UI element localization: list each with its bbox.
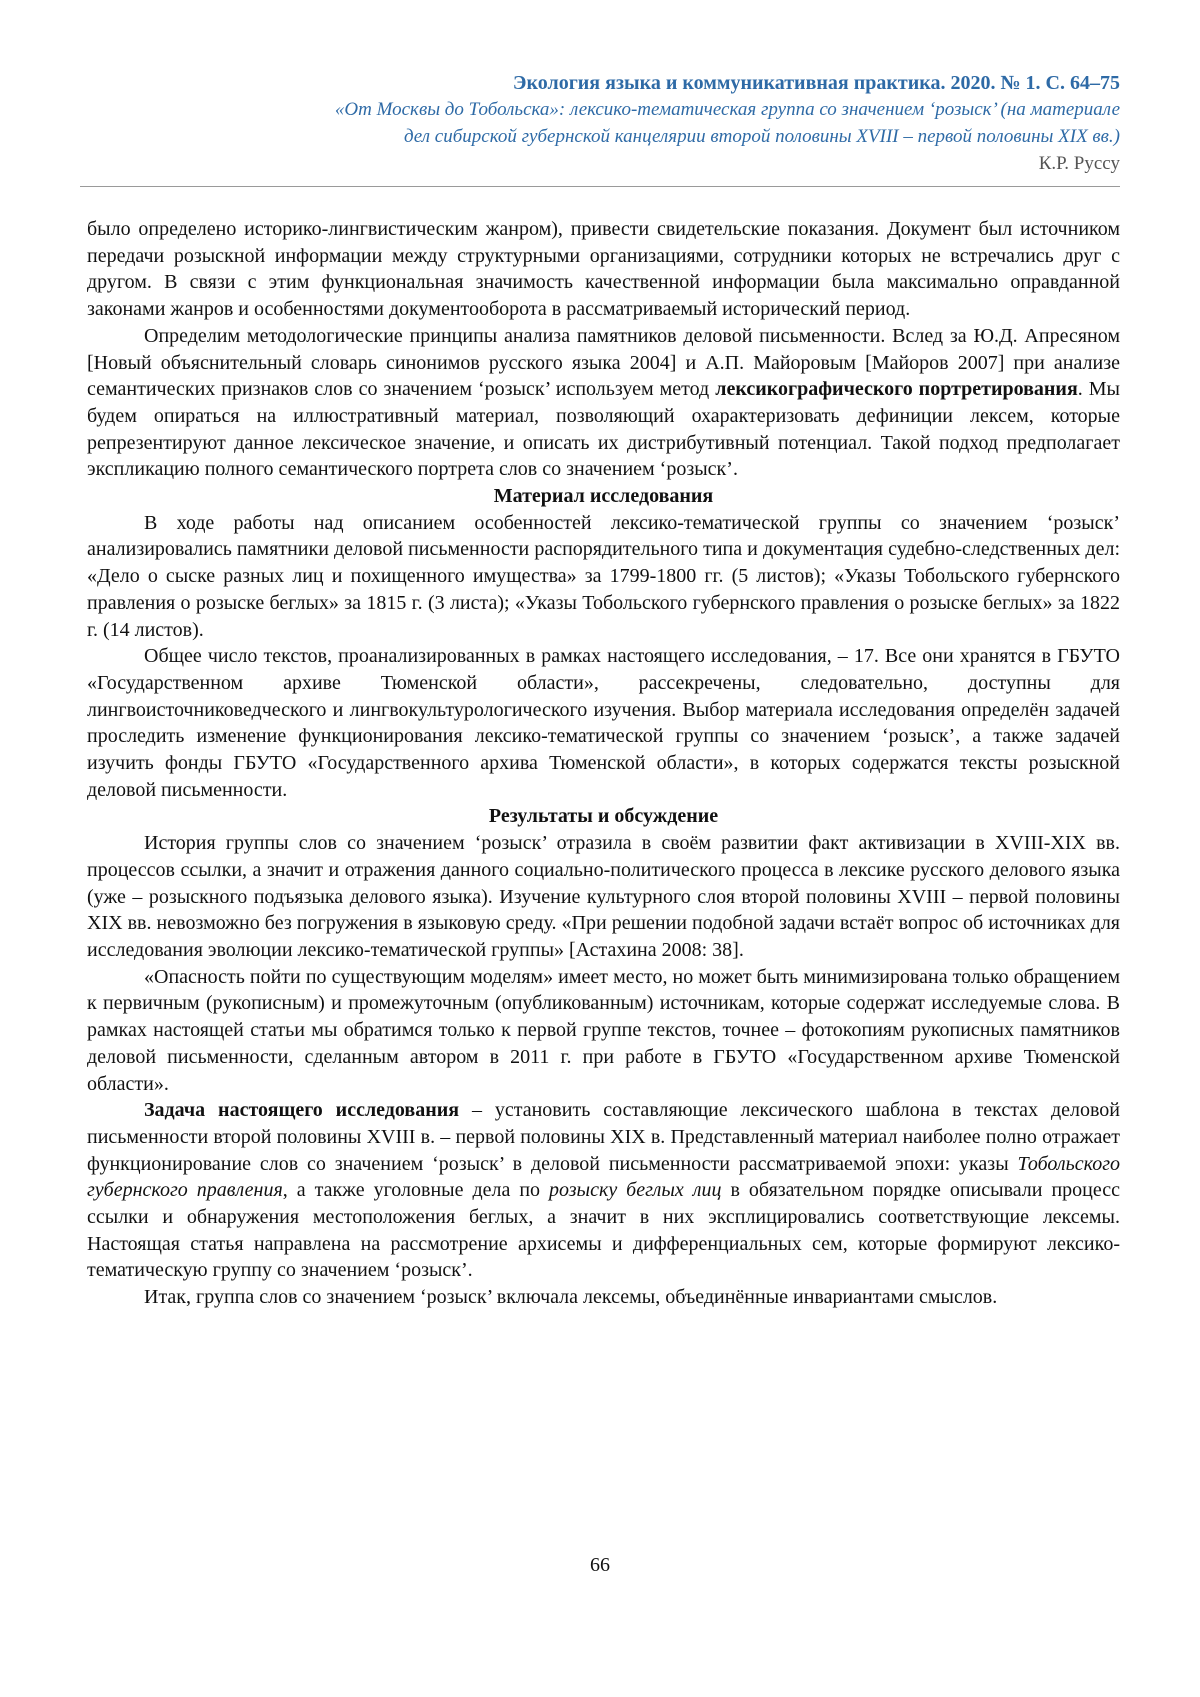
italic-term: Тобольского губернского правления xyxy=(87,1152,1120,1202)
article-title-line-2: дел сибирской губернской канцелярии второй половины XVIII – первой половины XIX вв.) xyxy=(403,126,1120,147)
emphasis-term: лексикографического портретирования xyxy=(715,378,1078,401)
paragraph-text: в обязательном порядке описывали процесс ссылки и обнаружения местоположения беглых, а значит в них эксплицировались соответствующие лексемы. Настоящая статья направлена на рассмотрение архисемы и дифференциальных сем, которые формируют лексико-тематическую группу со значением ‘розыск’. xyxy=(87,1179,1120,1282)
paragraph-text: , а также уголовные дела по xyxy=(282,1179,550,1202)
page-number: 66 xyxy=(590,1554,610,1576)
paragraph-text: . Мы будем опираться на иллюстративный материал, позволяющий охарактеризовать дефиниции лексем, которые репрезентируют данное лексическое значение, и описать их дистрибутивный потенциал. Такой подход предполагает экспликацию полного семантического портрета слов со значением ‘розыск’. xyxy=(87,378,1120,481)
paragraph-text: Определим методологические принципы анализа памятников деловой письменности. Вслед за Ю.Д. Апресяном [Новый объяснительный словарь синонимов русского языка 2004] и А.П. Майоровым [Майоров 2007] при анализе семантических признаков слов со значением ‘розыск’ используем метод xyxy=(87,324,1120,401)
journal-citation: Экология языка и коммуникативная практика. 2020. № 1. С. 64–75 xyxy=(512,72,1120,94)
paragraph-sources: «Опасность пойти по существующим моделям» имеет место, но может быть минимизирована только обращением к первичным (рукописным) и промежуточным (опубликованным) источникам, которые содержат исследуемые слова. В рамках настоящей статьи мы обратимся только к первой группе текстов, точнее – фотокопиям рукописных памятников деловой письменности, сделанным автором в 2011 г. при работе в ГБУТО «Государственном архиве Тюменской области». xyxy=(87,965,1120,1095)
section-heading-results: Результаты и обсуждение xyxy=(488,805,719,828)
article-body xyxy=(87,216,1120,1311)
paragraph-continuation: было определено историко-лингвистическим жанром), привести свидетельские показания. Документ был источником передачи розыскной информации между структурными организациями, сотрудники которых не встречались друг с другом. В связи с этим функциональная значимость качественной информации была максимально оправданной законами жанров и особенностями документооборота в рассматриваемый исторический период. xyxy=(87,218,1120,321)
paragraph-methodology xyxy=(87,323,1120,483)
paragraph-text: – установить составляющие лексического шаблона в текстах деловой письменности второй половины XVIII в. – первой половины XIX в. Представленный материал наиболее полно отражает функционирование слов со значением ‘розыск’ в деловой письменности рассматриваемой эпохи: указы xyxy=(87,1099,1120,1175)
running-header xyxy=(80,70,1120,177)
paragraph-texts-count: Общее число текстов, проанализированных в рамках настоящего исследования, – 17. Все они хранятся в ГБУТО «Государственном архиве Тюменской области», рассекречены, следовательно, доступны для лингвоисточниковедческого и лингвокультурологического изучения. Выбор материала исследования определён задачей проследить изменение функционирования лексико-тематической группы со значением ‘розыск’, а также задачей изучить фонды ГБУТО «Государственного архива Тюменской области», в которых содержатся тексты розыскной деловой письменности. xyxy=(87,645,1120,801)
header-divider xyxy=(80,186,1120,187)
article-title-line-1: «От Москвы до Тобольска»: лексико-тематическая группа со значением ‘розыск’ (на материале xyxy=(334,99,1120,120)
article-author: К.Р. Руссу xyxy=(1038,153,1120,174)
paragraph-summary: Итак, группа слов со значением ‘розыск’ включала лексемы, объединённые инвариантами смыслов. xyxy=(144,1286,998,1309)
paragraph-task xyxy=(87,1097,1120,1284)
italic-term: розыску беглых лиц xyxy=(549,1179,722,1202)
paragraph-material: В ходе работы над описанием особенностей лексико-тематической группы со значением ‘розыск’ анализировались памятники деловой письменности распорядительного типа и документация судебно-следственных дел: «Дело о сыске разных лиц и похищенного имущества» за 1799-1800 гг. (5 листов); «Указы Тобольского губернского правления о розыске беглых» за 1815 г. (3 листа); «Указы Тобольского губернского правления о розыске беглых» за 1822 г. (14 листов). xyxy=(87,511,1120,641)
emphasis-term: Задача настоящего исследования xyxy=(144,1099,460,1122)
paragraph-history: История группы слов со значением ‘розыск’ отразила в своём развитии факт активизации в XVIII-XIX вв. процессов ссылки, а значит и отражения данного социально-политического процесса в лексике русского делового языка (уже – розыскного подъязыка делового языка). Изучение культурного слоя второй половины XVIII – первой половины XIX вв. невозможно без погружения в языковую среду. «При решении подобной задачи встаёт вопрос об источниках для исследования эволюции лексико-тематической группы» [Астахина 2008: 38]. xyxy=(87,832,1120,961)
section-heading-material: Материал исследования xyxy=(493,485,714,508)
